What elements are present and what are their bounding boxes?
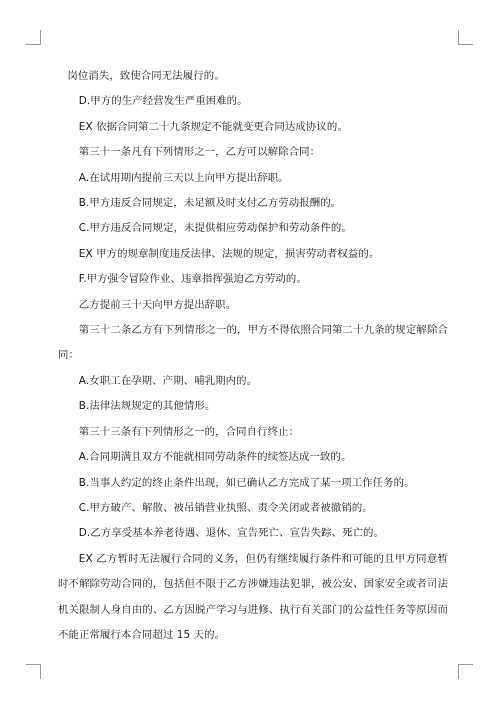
paragraph: A.在试用期内提前三天以上向甲方提出辞职。: [78, 171, 289, 184]
paragraph: C.甲方违反合同规定，未提供相应劳动保护和劳动条件的。: [78, 222, 352, 235]
paragraph: A.合同期满且双方不能就相同劳动条件的续签达成一致的。: [78, 451, 352, 464]
paragraph: 乙方提前三十天向甲方提出辞职。: [78, 298, 237, 311]
paragraph: A.女职工在孕期、产期、哺乳期内的。: [78, 374, 258, 387]
paragraph: EX 乙方暂时无法履行合同的义务，但仍有继续履行条件和可能的且甲方同意暂时不解除劳动合同的，包括但不限于乙方涉嫌违法犯罪，被公安、国家安全或者司法机关限制人身自由的、乙方因脱产学习与进修、执行有关部门的公益性任务等原因而不能正常履行本合同超过 15 天的。: [58, 552, 448, 641]
paragraph: 第三十一条凡有下列情形之一，乙方可以解除合同：: [78, 146, 321, 159]
paragraph: 第三十二条乙方有下列情形之一的，甲方不得依照合同第二十九条的规定解除合同：: [58, 324, 448, 362]
paragraph: 第三十三条有下列情形之一的，合同自行终止：: [78, 425, 300, 438]
crop-mark-top-left: [26, 30, 41, 45]
crop-mark-bottom-right: [458, 664, 473, 679]
paragraph: EX 甲方的规章制度违反法律、法规的规定，损害劳动者权益的。: [78, 247, 380, 260]
crop-mark-top-right: [458, 30, 473, 45]
paragraph: EX 依据合同第二十九条规定不能就变更合同达成协议的。: [78, 120, 348, 133]
paragraph: 岗位消失，致使合同无法履行的。: [67, 70, 225, 82]
paragraph: D.乙方享受基本养老待遇、退休、宣告死亡、宣告失踪、死亡的。: [78, 527, 385, 540]
paragraph: B.当事人约定的终止条件出现，如已确认乙方完成了某一项工作任务的。: [78, 476, 415, 489]
document-body: [58, 64, 448, 648]
paragraph: B.甲方违反合同规定，未足额及时支付乙方劳动报酬的。: [78, 197, 342, 210]
paragraph: D.甲方的生产经营发生严重困难的。: [78, 95, 248, 108]
paragraph: F.甲方强令冒险作业、违章指挥强迫乙方劳动的。: [78, 273, 307, 286]
paragraph: B.法律法规规定的其他情形。: [78, 400, 216, 413]
crop-mark-bottom-left: [26, 664, 41, 679]
paragraph: C.甲方破产、解散、被吊销营业执照、责令关闭或者被撤销的。: [78, 501, 373, 514]
